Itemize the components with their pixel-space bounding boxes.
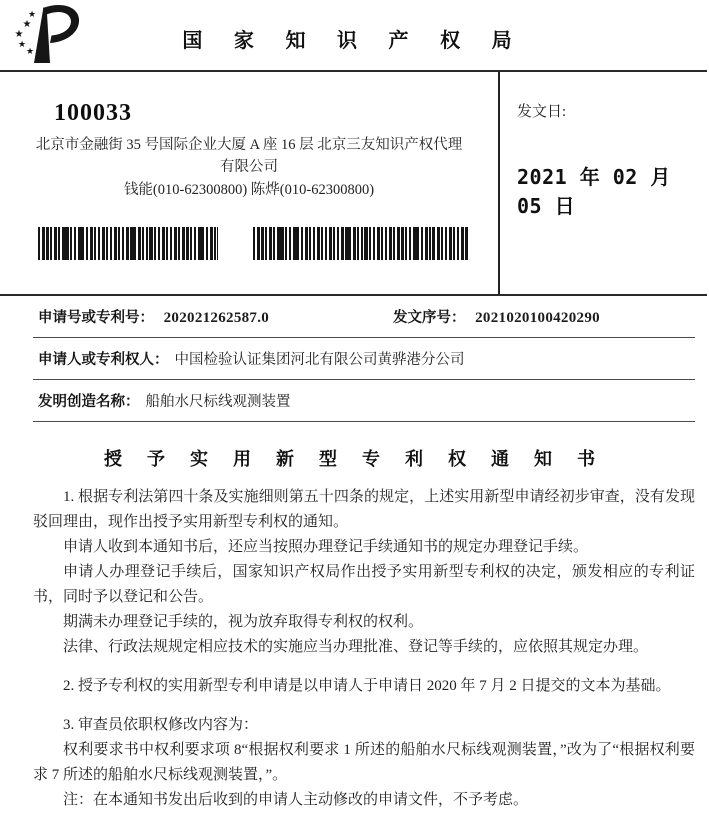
svg-text:★: ★ [17, 39, 27, 49]
paragraph-gap [33, 699, 695, 713]
dispatch-date-block [500, 72, 707, 294]
field-row-numbers [33, 296, 695, 338]
postal-code: 100033 [54, 100, 132, 126]
invention-name-value: 船舶水尺标线观测装置 [145, 394, 291, 410]
barcode-left [38, 227, 218, 260]
applicant-value: 中国检验认证集团河北有限公司黄骅港分公司 [174, 352, 465, 368]
svg-text:★: ★ [14, 29, 24, 40]
application-number-value: 202021262587.0 [163, 310, 270, 326]
dispatch-date-value: 2021 年 02 月 05 日 [517, 165, 671, 218]
address-line: 北京市金融街 35 号国际企业大厦 A 座 16 层 北京三友知识产权代理 [35, 137, 463, 153]
notice-paragraph: 法律、行政法规规定相应技术的实施应当办理批准、登记等手续的，应依照其规定办理。 [63, 639, 649, 655]
notice-paragraph: 申请人办理登记手续后，国家知识产权局作出授予实用新型专利权的决定，颁发相应的专利证书，同时予以登记和公告。 [33, 564, 695, 605]
agent-contacts: 钱能(010-62300800) 陈烨(010-62300800) [123, 182, 375, 198]
document-header [0, 0, 707, 72]
recipient-block [0, 72, 500, 294]
notice-paragraph: 注：在本通知书发出后收到的申请人主动修改的申请文件，不予考虑。 [63, 792, 529, 808]
barcode-right [253, 227, 469, 260]
serial-number-value: 2021020100420290 [475, 310, 600, 326]
svg-text:★: ★ [27, 9, 37, 19]
paragraph-gap [33, 660, 695, 674]
application-number-label: 申请号或专利号： [38, 310, 154, 326]
field-row-invention [33, 380, 695, 422]
invention-name-label: 发明创造名称： [38, 394, 140, 410]
notice-title: 授 予 实 用 新 型 专 利 权 通 知 书 [103, 449, 605, 469]
serial-number-field [393, 306, 600, 327]
notice-paragraph: 2. 授予专利权的实用新型专利申请是以申请人于申请日 2020 年 7 月 2 日提交的文本为基础。 [63, 678, 671, 694]
notice-paragraph: 权利要求书中权利要求项 8“根据权利要求 1 所述的船舶水尺标线观测装置，”改为了“根据权利要求 7 所述的船舶水尺标线观测装置，”。 [33, 742, 695, 783]
notice-paragraph: 期满未办理登记手续的，视为放弃取得专利权的权利。 [63, 614, 424, 630]
svg-text:★: ★ [25, 46, 35, 56]
barcode-row [38, 227, 498, 260]
notice-body [33, 485, 695, 813]
notice-paragraph: 3. 审查员依职权修改内容为： [63, 717, 259, 733]
recipient-address [0, 134, 498, 201]
svg-text:★: ★ [22, 19, 32, 30]
serial-number-label: 发文序号： [393, 310, 466, 326]
fields-section [33, 296, 695, 422]
dispatch-date-label: 发文日: [517, 104, 567, 120]
field-row-applicant [33, 338, 695, 380]
dispatch-section [0, 72, 707, 296]
cnipa-logo-icon [12, 4, 88, 68]
notice-paragraph: 1. 根据专利法第四十条及实施细则第五十四条的规定，上述实用新型申请经初步审查，没有发现驳回理由，现作出授予实用新型专利权的通知。 [33, 489, 695, 530]
application-number-field [38, 306, 393, 327]
agency-title: 国 家 知 识 产 权 局 [182, 30, 525, 52]
applicant-label: 申请人或专利权人： [38, 352, 169, 368]
address-line: 有限公司 [220, 159, 278, 175]
notice-paragraph: 申请人收到本通知书后，还应当按照办理登记手续通知书的规定办理登记手续。 [63, 539, 589, 555]
